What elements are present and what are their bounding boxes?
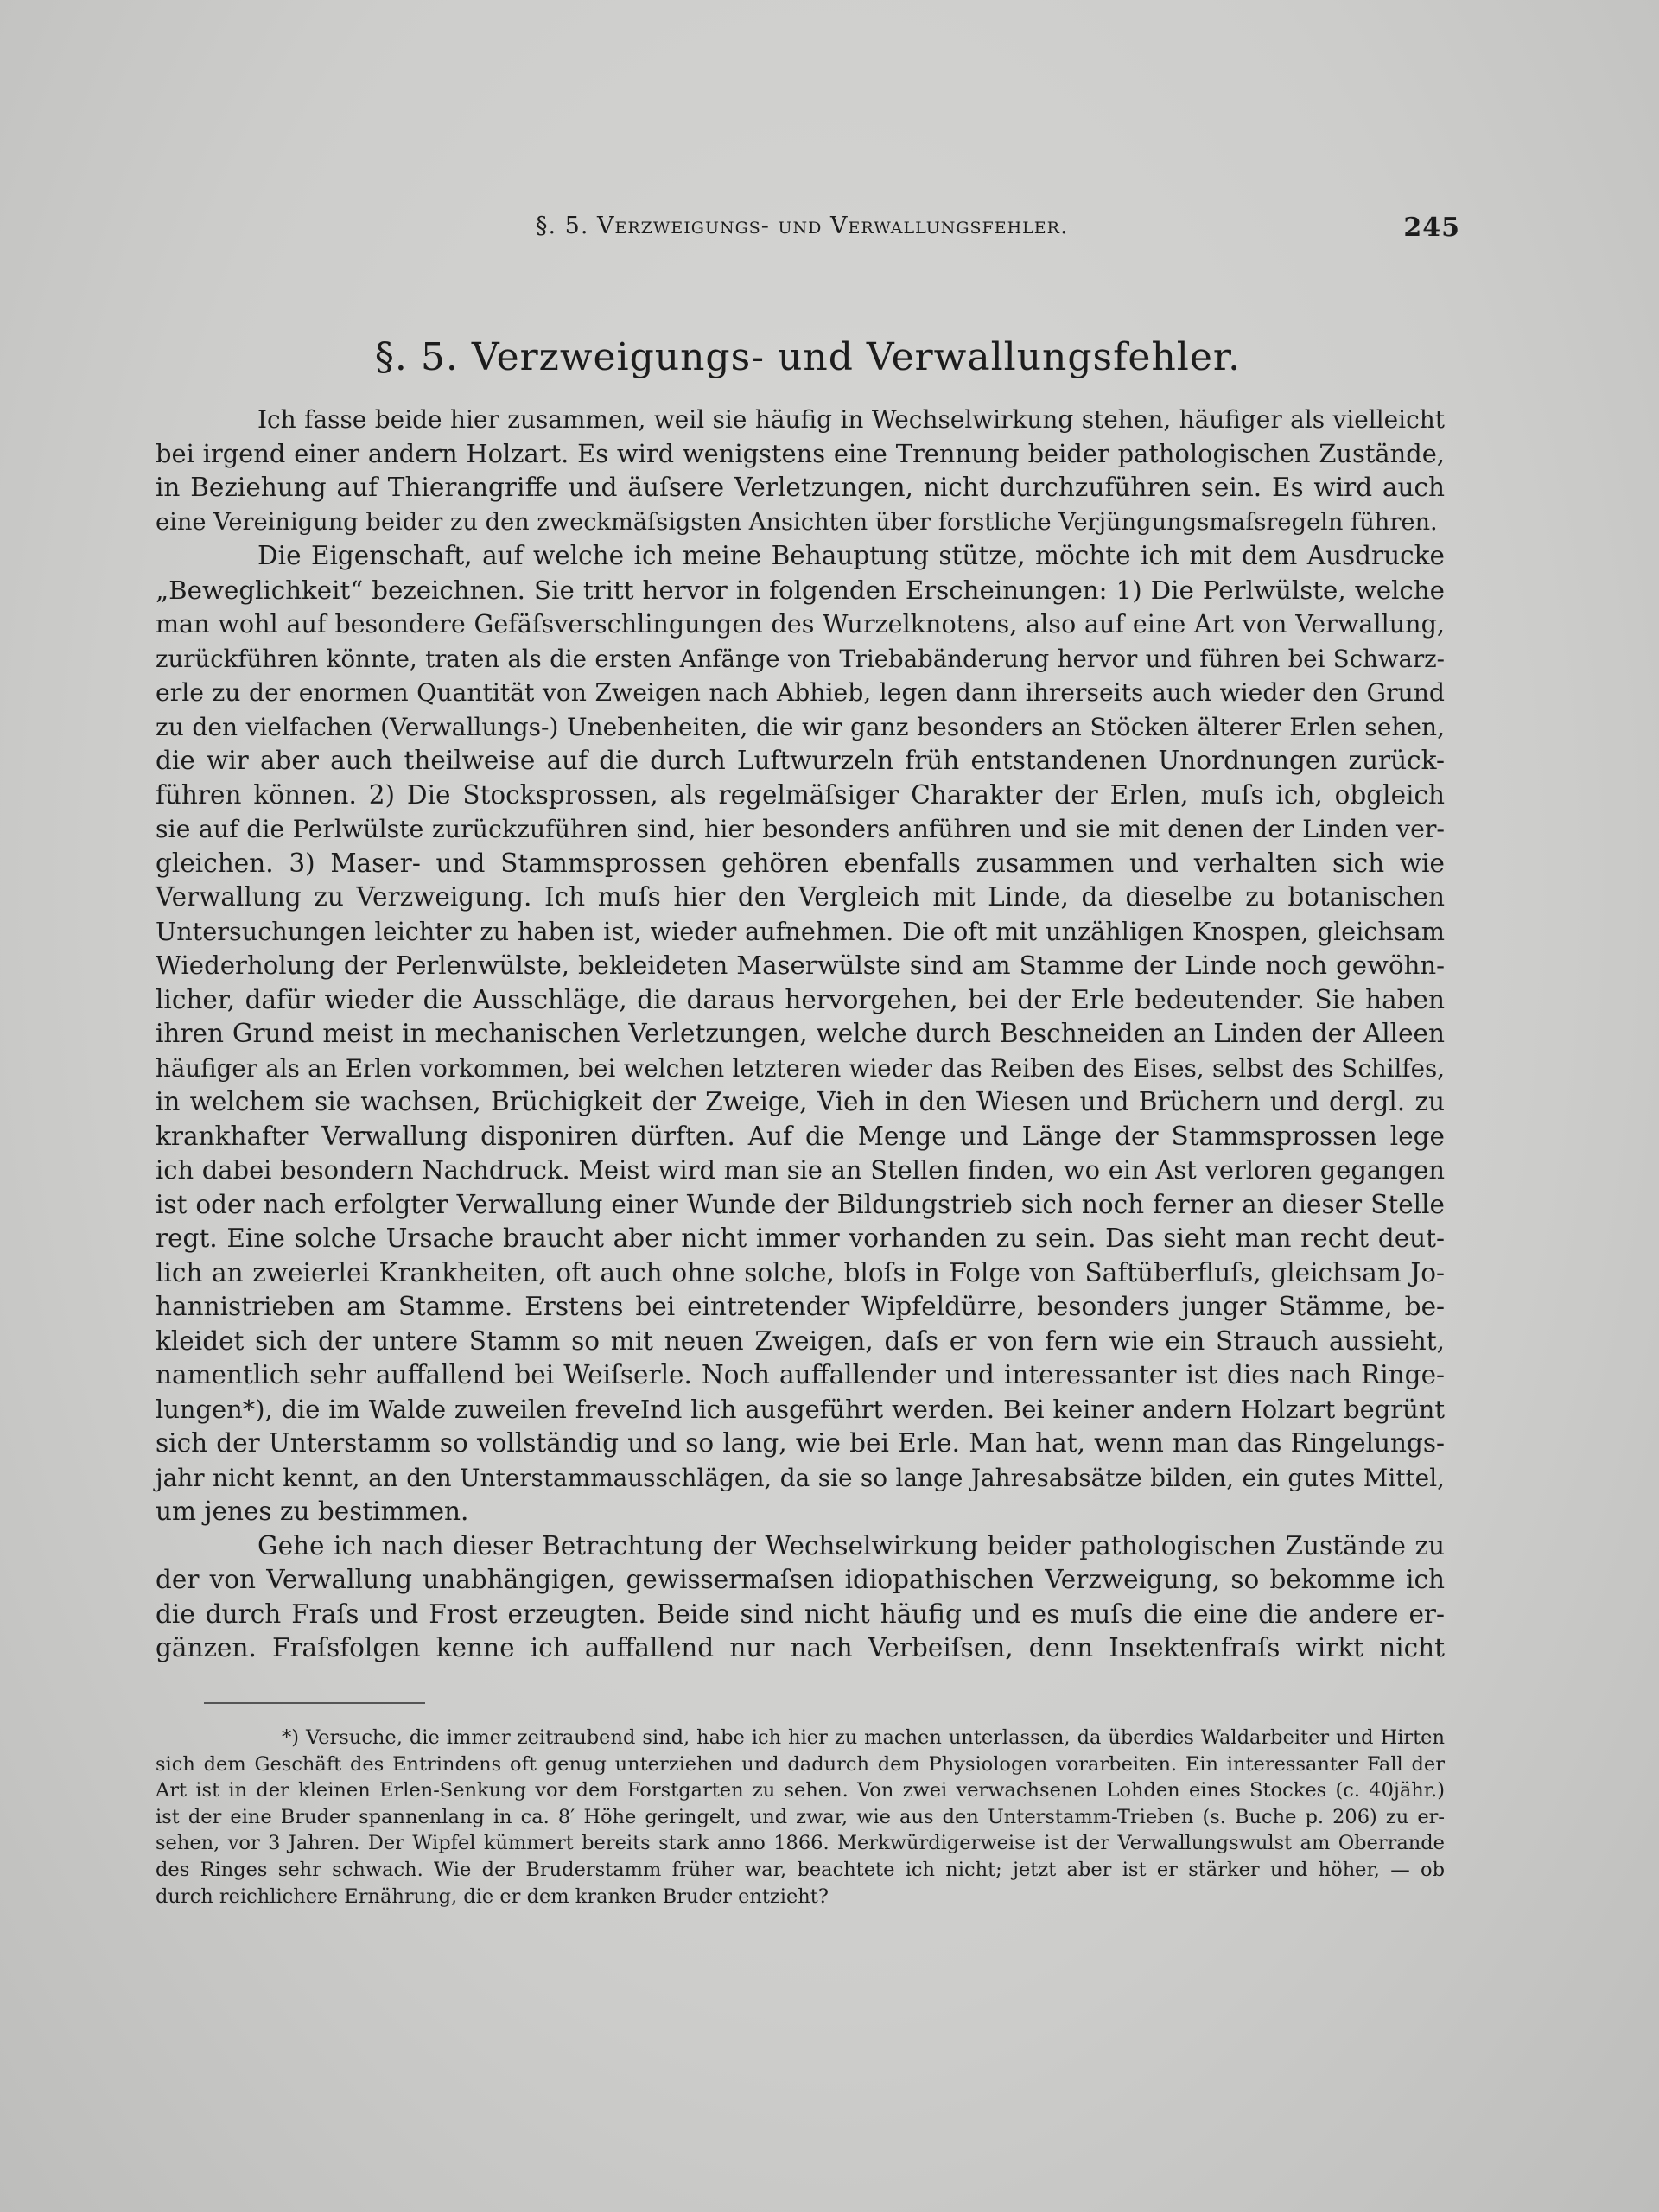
text-line: bei irgend einer andern Holzart. Es wird wenigstens eine Trennung beider pathologischen Zustände, [156,438,1445,468]
footnote-line: ist der eine Bruder spannenlang in ca. 8′ Höhe geringelt, und zwar, wie aus den Unterstamm-Trieben (s. Buche p. 206) zu er- [156,1805,1445,1828]
text-line: kleidet sich der untere Stamm so mit neuen Zweigen, daſs er von fern wie ein Strauch aussieht, [156,1325,1445,1356]
text-line: eine Vereinigung beider zu den zweckmäſsigsten Ansichten über forstliche Verjüngungsmaſsregeln führen. [156,508,1438,536]
text-line: sie auf die Perlwülste zurückzuführen sind, hier besonders anführen und sie mit denen der Linden ver- [156,815,1445,843]
text-line: sich der Unterstamm so vollständig und so lang, wie bei Erle. Man hat, wenn man das Ringelungs- [156,1428,1445,1458]
footnote-line: sehen, vor 3 Jahren. Der Wipfel kümmert bereits stark anno 1866. Merkwürdigerweise ist der Verwallungswulst am Oberrande [156,1832,1445,1855]
text-line: ihren Grund meist in mechanischen Verletzungen, welche durch Beschneiden an Linden der Alleen [156,1019,1445,1048]
footnote-line: Art ist in der kleinen Erlen-Senkung vor dem Forstgarten zu sehen. Von zwei verwachsenen Lohden eines Stockes (c. 40jähr.) [156,1779,1445,1802]
text-line: jahr nicht kennt, an den Unterstammausschlägen, da sie so lange Jahresabsätze bilden, ein gutes Mittel, [156,1463,1445,1492]
text-line: ist oder nach erfolgter Verwallung einer Wunde der Bildungstrieb sich noch ferner an dieser Stelle [156,1189,1445,1219]
footnote-line: durch reichlichere Ernährung, die er dem kranken Bruder entzieht? [156,1885,829,1908]
text-line: lich an zweierlei Krankheiten, oft auch ohne solche, bloſs in Folge von Saftüberfluſs, gleichsam Jo- [156,1257,1445,1287]
text-line: lungen*), die im Walde zuweilen freveInd lich ausgeführt werden. Bei keiner andern Holzart begrünt [156,1394,1445,1424]
text-line: zurückführen könnte, traten als die ersten Anfänge von Triebabänderung hervor und führen bei Schwarz- [156,644,1445,673]
text-line: gleichen. 3) Maser- und Stammsprossen gehören ebenfalls zusammen und verhalten sich wie [156,848,1445,878]
text-line: zu den vielfachen (Verwallungs-) Unebenheiten, die wir ganz besonders an Stöcken älterer Erlen sehen, [156,712,1445,741]
text-line: Ich fasse beide hier zusammen, weil sie häufig in Wechselwirkung stehen, häufiger als vielleicht [257,405,1445,434]
text-line: Wiederholung der Perlenwülste, bekleideten Maserwülste sind am Stamme der Linde noch gewöhn- [156,950,1445,980]
text-line: in welchem sie wachsen, Brüchigkeit der Zweige, Vieh in den Wiesen und Brüchern und dergl. zu [156,1087,1445,1116]
text-line: die wir aber auch theilweise auf die durch Luftwurzeln früh entstandenen Unordnungen zurück- [156,746,1445,775]
text-line: häufiger als an Erlen vorkommen, bei welchen letzteren wieder das Reiben des Eises, selbst des Schilfes, [156,1053,1445,1083]
text-line: Gehe ich nach dieser Betrachtung der Wechselwirkung beider pathologischen Zustände zu [257,1530,1445,1560]
footnote-line: *) Versuche, die immer zeitraubend sind, habe ich hier zu machen unterlassen, da überdies Waldarbeiter und Hirten [282,1726,1445,1749]
text-line: führen können. 2) Die Stocksprossen, als regelmäſsiger Charakter der Erlen, muſs ich, obgleich [156,779,1445,810]
text-line: namentlich sehr auffallend bei Weiſserle. Noch auffallender und interessanter ist dies nach Ringe- [156,1360,1445,1389]
footnote-line: sich dem Geschäft des Entrindens oft genug unterziehen und dadurch dem Physiologen vorarbeiten. Ein interessanter Fall der [156,1752,1445,1776]
footnote-divider [204,1702,425,1704]
text-line: um jenes zu bestimmen. [156,1497,469,1526]
text-line: „Beweglichkeit“ bezeichnen. Sie tritt hervor in folgenden Erscheinungen: 1) Die Perlwülste, welche [156,575,1445,605]
running-header [156,213,1460,247]
text-line: Die Eigenschaft, auf welche ich meine Behauptung stütze, möchte ich mit dem Ausdrucke [257,541,1445,570]
text-line: hannistrieben am Stamme. Erstens bei eintretender Wipfeldürre, besonders junger Stämme, be- [156,1292,1445,1321]
text-line: der von Verwallung unabhängigen, gewissermaſsen idiopathischen Verzweigung, so bekomme ich [156,1565,1445,1594]
page-number: 245 [1403,213,1460,243]
text-line: licher, dafür wieder die Ausschläge, die daraus hervorgehen, bei der Erle bedeutender. Sie haben [156,984,1445,1014]
text-line: gänzen. Fraſsfolgen kenne ich auffallend nur nach Verbeiſsen, denn Insektenfraſs wirkt nicht [156,1633,1445,1662]
footnote-line: des Ringes sehr schwach. Wie der Bruderstamm früher war, beachtete ich nicht; jetzt aber ist er stärker und höher, — ob [156,1858,1445,1881]
footnote [156,1725,1445,1910]
text-line: Untersuchungen leichter zu haben ist, wieder aufnehmen. Die oft mit unzähligen Knospen, gleichsam [156,916,1445,946]
text-line: Verwallung zu Verzweigung. Ich muſs hier den Vergleich mit Linde, da dieselbe zu botanischen [156,882,1445,912]
text-line: krankhafter Verwallung disponiren dürften. Auf die Menge und Länge der Stammsprossen lege [156,1121,1445,1151]
text-line: regt. Eine solche Ursache braucht aber nicht immer vorhanden zu sein. Das sieht man recht deut- [156,1224,1445,1253]
body-text [156,403,1445,1666]
text-line: in Beziehung auf Thierangriffe und äuſsere Verletzungen, nicht durchzuführen sein. Es wird auch [156,473,1445,502]
text-line: die durch Fraſs und Frost erzeugten. Beide sind nicht häufig und es muſs die eine die andere er- [156,1599,1445,1629]
running-title: §. 5. Verzweigungs- und Verwallungsfehler. [536,213,1069,239]
section-heading: §. 5. Verzweigungs- und Verwallungsfehler. [374,335,1242,379]
text-line: erle zu der enormen Quantität von Zweigen nach Abhieb, legen dann ihrerseits auch wieder den Grund [156,678,1445,707]
text-line: ich dabei besondern Nachdruck. Meist wird man sie an Stellen finden, wo ein Ast verloren gegangen [156,1155,1445,1185]
text-line: man wohl auf besondere Gefäſsverschlingungen des Wurzelknotens, also auf eine Art von Verwallung, [156,609,1445,639]
